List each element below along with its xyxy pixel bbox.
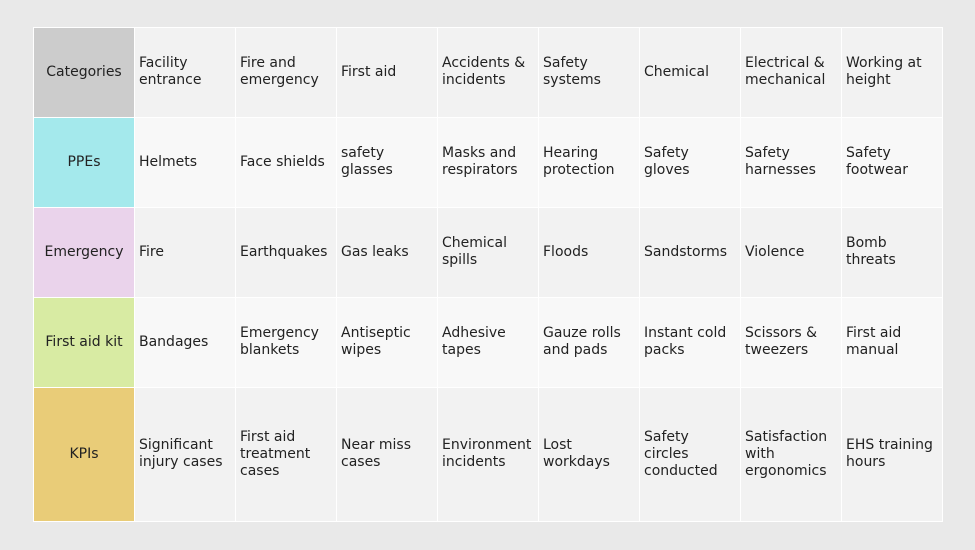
row-header: Emergency (34, 208, 134, 297)
table-cell: Face shields (236, 118, 336, 207)
table-cell: Chemical (640, 28, 740, 117)
table-row (34, 388, 942, 521)
table-cell: Facility entrance (135, 28, 235, 117)
table-row (34, 298, 942, 387)
table-cell: Fire (135, 208, 235, 297)
table-cell: Gas leaks (337, 208, 437, 297)
table-cell: safety glasses (337, 118, 437, 207)
table-cell: Emergency blankets (236, 298, 336, 387)
table-cell: Chemical spills (438, 208, 538, 297)
table-cell: Safety circles conducted (640, 388, 740, 521)
safety-matrix-frame (33, 27, 942, 522)
table-row (34, 118, 942, 207)
table-cell: Gauze rolls and pads (539, 298, 639, 387)
table-cell: Lost workdays (539, 388, 639, 521)
safety-matrix-table (33, 27, 943, 522)
table-cell: Violence (741, 208, 841, 297)
table-cell: Electrical & mechanical (741, 28, 841, 117)
row-header: First aid kit (34, 298, 134, 387)
table-cell: Significant injury cases (135, 388, 235, 521)
row-header: KPIs (34, 388, 134, 521)
table-cell: First aid treatment cases (236, 388, 336, 521)
table-cell: Safety harnesses (741, 118, 841, 207)
table-cell: EHS training hours (842, 388, 942, 521)
table-cell: Antiseptic wipes (337, 298, 437, 387)
table-cell: Adhesive tapes (438, 298, 538, 387)
table-row (34, 28, 942, 117)
table-cell: Near miss cases (337, 388, 437, 521)
table-cell: First aid (337, 28, 437, 117)
table-cell: Bandages (135, 298, 235, 387)
table-cell: Floods (539, 208, 639, 297)
table-cell: Sandstorms (640, 208, 740, 297)
table-cell: Earthquakes (236, 208, 336, 297)
table-cell: Scissors & tweezers (741, 298, 841, 387)
table-row (34, 208, 942, 297)
table-cell: Helmets (135, 118, 235, 207)
table-cell: Environment incidents (438, 388, 538, 521)
table-cell: Safety gloves (640, 118, 740, 207)
table-cell: Instant cold packs (640, 298, 740, 387)
table-cell: Working at height (842, 28, 942, 117)
table-cell: Safety systems (539, 28, 639, 117)
table-cell: First aid manual (842, 298, 942, 387)
table-cell: Masks and respirators (438, 118, 538, 207)
table-body (34, 28, 942, 521)
table-cell: Hearing protection (539, 118, 639, 207)
table-cell: Safety footwear (842, 118, 942, 207)
row-header: Categories (34, 28, 134, 117)
table-cell: Bomb threats (842, 208, 942, 297)
table-cell: Satisfaction with ergonomics (741, 388, 841, 521)
table-cell: Fire and emergency (236, 28, 336, 117)
table-cell: Accidents & incidents (438, 28, 538, 117)
row-header: PPEs (34, 118, 134, 207)
